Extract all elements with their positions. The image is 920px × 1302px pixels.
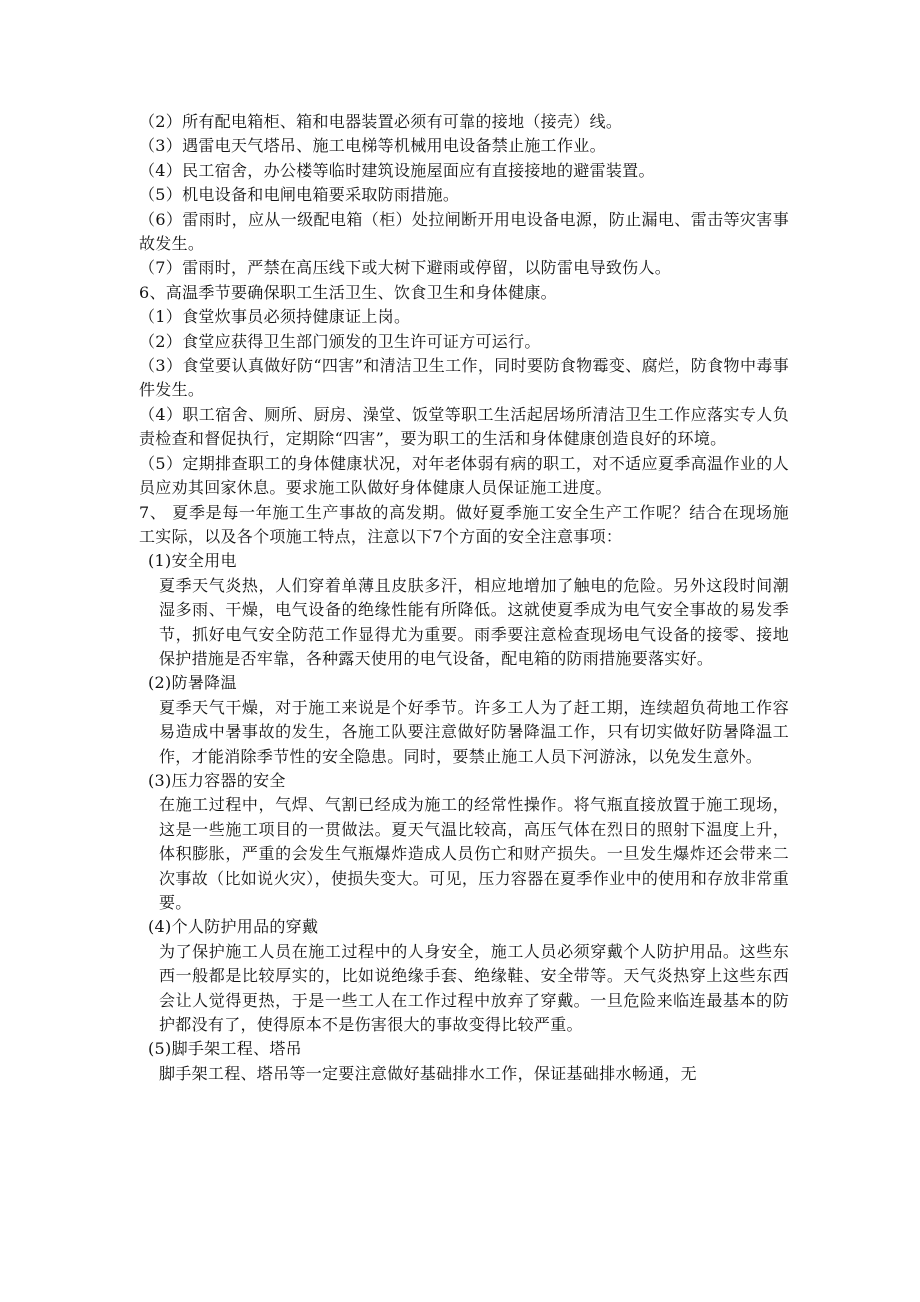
document-body	[139, 110, 789, 1086]
paragraph: （2）所有配电箱柜、箱和电器装置必须有可靠的接地（接壳）线。	[139, 112, 623, 131]
paragraph: 在施工过程中，气焊、气割已经成为施工的经常性操作。将气瓶直接放置于施工现场，这是一些施工项目的一贯做法。夏天气温比较高，高压气体在烈日的照射下温度上升，体积膨胀，严重的会发生气瓶爆炸造成人员伤亡和财产损失。一旦发生爆炸还会带来二次事故（比如说火灾），使损失变大。可见，压力容器在夏季作业中的使用和存放非常重要。	[159, 795, 789, 912]
paragraph: （7）雷雨时，严禁在高压线下或大树下避雨或停留，以防雷电导致伤人。	[139, 258, 672, 278]
paragraph: 为了保护施工人员在施工过程中的人身安全，施工人员必须穿戴个人防护用品。这些东西一般都是比较厚实的，比如说绝缘手套、绝缘鞋、安全带等。天气炎热穿上这些东西会让人觉得更热，于是一些工人在工作过程中放弃了穿戴。一旦危险来临连最基本的防护都没有了，使得原本不是伤害很大的事故变得比较严重。	[159, 941, 789, 1035]
paragraph: （2）食堂应获得卫生部门颁发的卫生许可证方可运行。	[139, 331, 541, 351]
paragraph: （3）遇雷电天气塔吊、施工电梯等机械用电设备禁止施工作业。	[139, 136, 606, 156]
paragraph: （4）民工宿舍，办公楼等临时建筑设施屋面应有直接接地的避雷装置。	[139, 160, 655, 180]
subsection-heading: (2)防暑降温	[148, 673, 237, 693]
subsection-heading: (4)个人防护用品的穿戴	[148, 917, 319, 937]
paragraph: （3）食堂要认真做好防“四害”和清洁卫生工作，同时要防食物霉变、腐烂，防食物中毒事件发生。	[139, 356, 789, 400]
section-heading: 7、 夏季是每一年施工生产事故的高发期。做好夏季施工安全生产工作呢？结合在现场施工实际，以及各个项施工特点，注意以下7个方面的安全注意事项：	[139, 502, 789, 546]
paragraph: （1）食堂炊事员必须持健康证上岗。	[139, 307, 411, 327]
paragraph: （5）定期排查职工的身体健康状况，对年老体弱有病的职工，对不适应夏季高温作业的人员应劝其回家休息。要求施工队做好身体健康人员保证施工进度。	[139, 453, 789, 498]
paragraph: 夏季天气炎热，人们穿着单薄且皮肤多汗，相应地增加了触电的危险。另外这段时间潮湿多雨、干燥，电气设备的绝缘性能有所降低。这就使夏季成为电气安全事故的易发季节，抓好电气安全防范工作显得尤为重要。雨季要注意检查现场电气设备的接零、接地保护措施是否牢靠，各种露天使用的电气设备，配电箱的防雨措施要落实好。	[159, 575, 789, 668]
paragraph: （4）职工宿舍、厕所、厨房、澡堂、饭堂等职工生活起居场所清洁卫生工作应落实专人负责检查和督促执行，定期除“四害”，要为职工的生活和身体健康创造良好的环境。	[139, 404, 789, 449]
paragraph: （5）机电设备和电闸电箱要采取防雨措施。	[139, 185, 460, 205]
subsection-heading: (3)压力容器的安全	[148, 770, 286, 790]
paragraph: 脚手架工程、塔吊等一定要注意做好基础排水工作，保证基础排水畅通，无	[159, 1063, 697, 1083]
subsection-heading: (5)脚手架工程、塔吊	[148, 1039, 302, 1059]
paragraph: 夏季天气干燥，对于施工来说是个好季节。许多工人为了赶工期，连续超负荷地工作容易造成中暑事故的发生，各施工队要注意做好防暑降温工作，只有切实做好防暑降温工作，才能消除季节性的安全隐患。同时，要禁止施工人员下河游泳，以免发生意外。	[159, 697, 789, 766]
paragraph: （6）雷雨时，应从一级配电箱（柜）处拉闸断开用电设备电源，防止漏电、雷击等灾害事故发生。	[139, 209, 789, 254]
section-heading: 6、高温季节要确保职工生活卫生、饮食卫生和身体健康。	[139, 282, 557, 302]
subsection-heading: (1)安全用电	[148, 551, 237, 571]
